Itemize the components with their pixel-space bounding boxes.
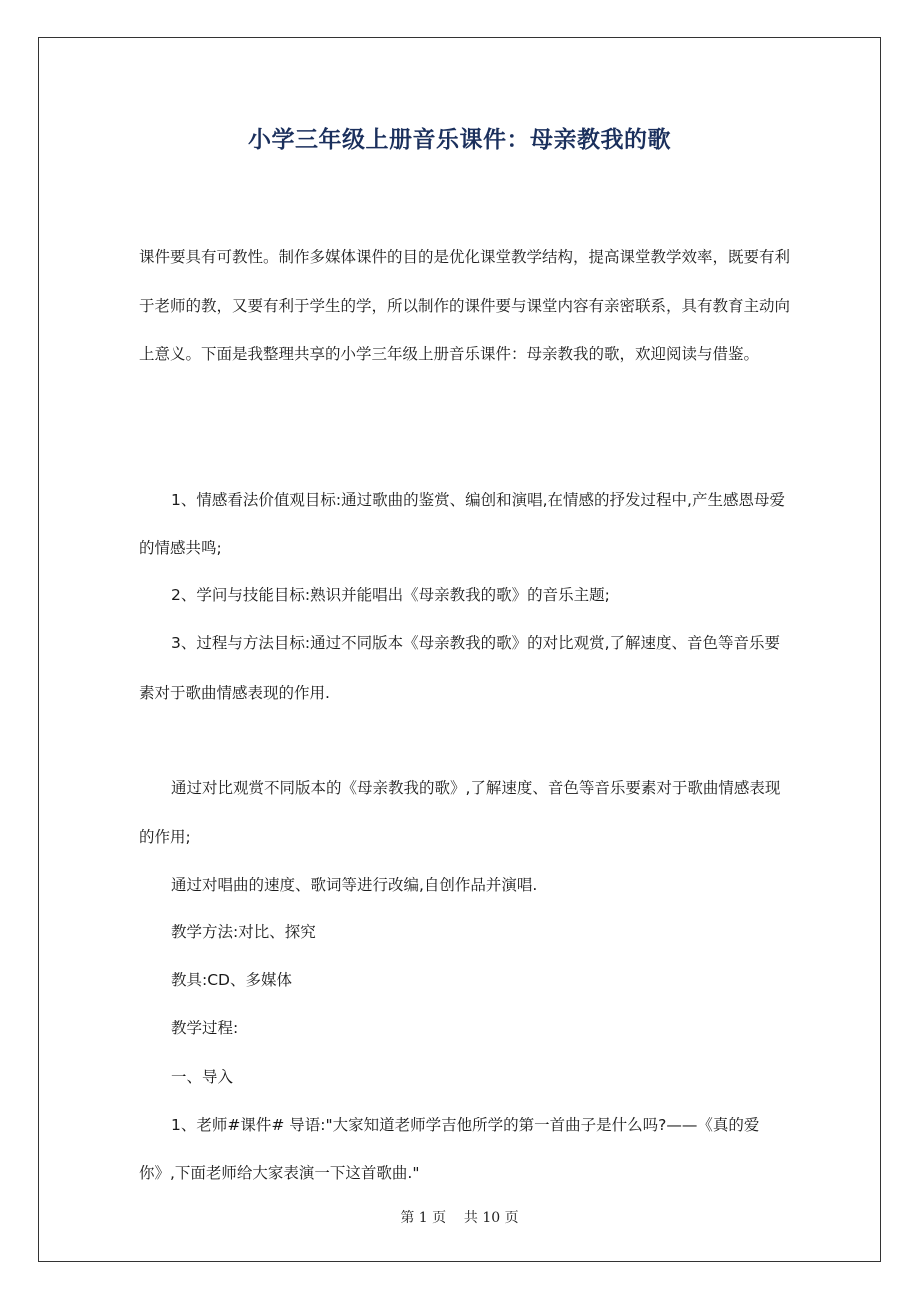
intro-line-2: 于老师的教，又要有利于学生的学，所以制作的课件要与课堂内容有亲密联系，具有教育主动向 — [139, 297, 791, 315]
document-title: 小学三年级上册音乐课件：母亲教我的歌 — [248, 127, 671, 153]
focus-2: 通过对唱曲的速度、歌词等进行改编,自创作品并演唱. — [171, 876, 538, 894]
focus-1-line-1: 通过对比观赏不同版本的《母亲教我的歌》,了解速度、音色等音乐要素对于歌曲情感表现 — [171, 779, 781, 797]
goal-1-line-2: 的情感共鸣; — [139, 539, 222, 557]
intro-line-1: 课件要具有可教性。制作多媒体课件的目的是优化课堂教学结构，提高课堂教学效率，既要有利 — [139, 248, 791, 266]
goal-2: 2、学问与技能目标:熟识并能唱出《母亲教我的歌》的音乐主题; — [171, 586, 610, 604]
step-1-line-1: 1、老师#课件# 导语:"大家知道老师学吉他所学的第一首曲子是什么吗?——《真的爱 — [171, 1116, 760, 1134]
page-footer: 第 1 页 共 10 页 — [400, 1210, 519, 1226]
section-one-heading: 一、导入 — [171, 1068, 234, 1086]
process-label: 教学过程: — [171, 1019, 239, 1037]
teaching-method: 教学方法:对比、探究 — [171, 923, 316, 941]
goal-1-line-1: 1、情感看法价值观目标:通过歌曲的鉴赏、编创和演唱,在情感的抒发过程中,产生感恩母爱 — [171, 491, 785, 509]
focus-1-line-2: 的作用; — [139, 828, 191, 846]
intro-line-3: 上意义。下面是我整理共享的小学三年级上册音乐课件：母亲教我的歌，欢迎阅读与借鉴。 — [139, 345, 760, 363]
goal-3-line-1: 3、过程与方法目标:通过不同版本《母亲教我的歌》的对比观赏,了解速度、音色等音乐要 — [171, 634, 781, 652]
teaching-tools: 教具:CD、多媒体 — [171, 971, 292, 989]
step-1-line-2: 你》,下面老师给大家表演一下这首歌曲." — [139, 1164, 420, 1182]
goal-3-line-2: 素对于歌曲情感表现的作用. — [139, 684, 330, 702]
